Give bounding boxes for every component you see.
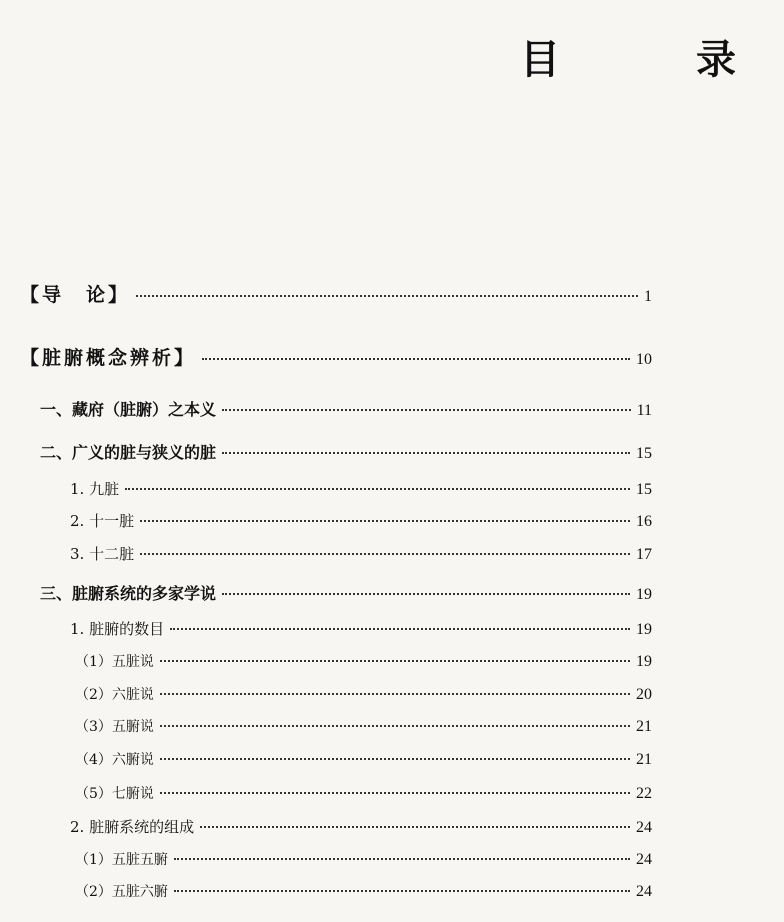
toc-entry-subsection[interactable] (70, 816, 652, 837)
toc-entry-page: 19 (636, 586, 652, 603)
toc-entry-subsection[interactable] (70, 478, 652, 499)
page-title: 目 录 (520, 37, 784, 83)
toc-dot-leader (174, 890, 630, 892)
toc-dot-leader (160, 792, 630, 794)
toc-dot-leader (200, 826, 630, 828)
toc-entry-label: （4）六腑说 (75, 752, 154, 768)
toc-entry-item[interactable] (75, 849, 652, 869)
toc-dot-leader (140, 520, 630, 522)
toc-entry-page: 10 (636, 351, 652, 368)
toc-entry-label: 【脏腑概念辨析】 (20, 347, 197, 369)
toc-entry-page: 24 (636, 851, 652, 868)
toc-dot-leader (160, 660, 630, 662)
toc-entry-item[interactable] (75, 716, 652, 736)
toc-entry-subsection[interactable] (70, 618, 652, 639)
toc-entry-item[interactable] (75, 749, 652, 769)
toc-entry-label: 二、广义的脏与狭义的脏 (40, 443, 217, 462)
toc-entry-label: （2）五脏六腑 (75, 884, 168, 900)
toc-entry-item[interactable] (75, 684, 652, 704)
toc-entry-item[interactable] (75, 651, 652, 671)
toc-entry-label: 3. 十二脏 (70, 545, 135, 563)
toc-entry-label: 1. 脏腑的数目 (70, 620, 165, 638)
toc-dot-leader (136, 295, 638, 297)
toc-dot-leader (222, 452, 630, 454)
toc-dot-leader (222, 409, 631, 411)
toc-entry-page: 1 (644, 288, 652, 305)
toc-entry-subsection[interactable] (70, 543, 652, 564)
toc-entry-label: （1）五脏五腑 (75, 852, 168, 868)
toc-entry-page: 22 (636, 785, 652, 802)
toc-entry-item[interactable] (75, 783, 652, 803)
toc-entry-page: 24 (636, 883, 652, 900)
toc-entry-page: 15 (636, 445, 652, 462)
toc-entry-page: 19 (636, 653, 652, 670)
toc-dot-leader (222, 593, 630, 595)
toc-entry-label: 三、脏腑系统的多家学说 (40, 584, 217, 603)
toc-entry-section-3[interactable] (40, 581, 652, 604)
toc-entry-label: （5）七腑说 (75, 786, 154, 802)
toc-entry-section-2[interactable] (40, 440, 652, 463)
toc-dot-leader (202, 358, 630, 360)
toc-entry-label: 一、藏府（脏腑）之本义 (40, 400, 217, 419)
toc-dot-leader (160, 725, 630, 727)
toc-entry-page: 24 (636, 819, 652, 836)
toc-entry-concepts[interactable] (20, 343, 652, 370)
toc-entry-label: （1）五脏说 (75, 654, 154, 670)
toc-dot-leader (160, 693, 630, 695)
toc-entry-page: 21 (636, 751, 652, 768)
toc-entry-label: 【导 论】 (20, 284, 131, 306)
toc-dot-leader (125, 488, 630, 490)
toc-dot-leader (174, 858, 630, 860)
toc-entry-label: 1. 九脏 (70, 480, 120, 498)
toc-entry-page: 19 (636, 621, 652, 638)
toc-entry-page: 11 (636, 402, 652, 419)
toc-entry-page: 21 (636, 718, 652, 735)
toc-entry-item[interactable] (75, 881, 652, 901)
toc-entry-page: 17 (636, 546, 652, 563)
toc-entry-introduction[interactable] (20, 280, 652, 307)
toc-entry-subsection[interactable] (70, 510, 652, 531)
toc-dot-leader (160, 758, 630, 760)
toc-entry-label: 2. 脏腑系统的组成 (70, 818, 195, 836)
toc-dot-leader (140, 553, 630, 555)
toc-entry-page: 20 (636, 686, 652, 703)
toc-dot-leader (170, 628, 630, 630)
toc-entry-label: 2. 十一脏 (70, 512, 135, 530)
toc-entry-label: （2）六脏说 (75, 687, 154, 703)
toc-entry-page: 15 (636, 481, 652, 498)
toc-entry-section-1[interactable] (40, 397, 652, 420)
toc-entry-page: 16 (636, 513, 652, 530)
toc-entry-label: （3）五腑说 (75, 719, 154, 735)
